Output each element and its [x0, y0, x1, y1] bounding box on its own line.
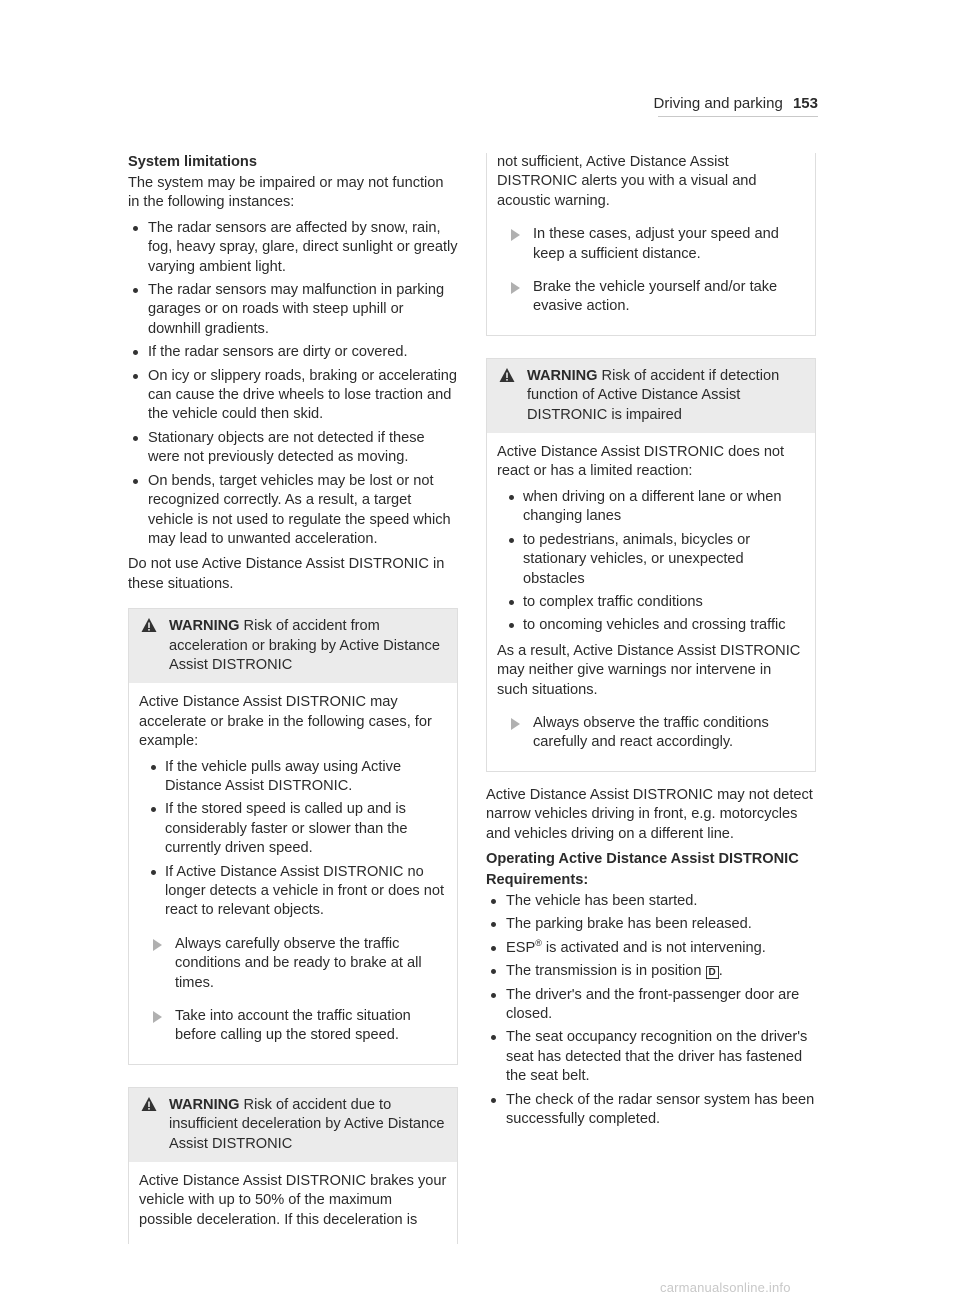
header-rule	[658, 116, 818, 117]
period: .	[718, 963, 723, 980]
page-number: 153	[792, 95, 818, 112]
list-item: The radar sensors are affected by snow, rain, fog, heavy spray, glare, direct sunlight or greatly varying ambient light.	[128, 219, 458, 277]
esp-text: ESP	[506, 939, 536, 956]
requirements-list	[486, 892, 816, 1129]
warning-list	[497, 488, 805, 636]
list-item: On bends, target vehicles may be lost or not recognized correctly. As a result, a target vehicle is not used to regulate the speed which may lead to unwanted acceleration.	[128, 472, 458, 550]
step-text: Take into account the traffic situation before calling up the stored speed.	[175, 1008, 411, 1044]
arrow-right-icon	[511, 229, 520, 241]
step-text: In these cases, adjust your speed and keep a sufficient distance.	[533, 226, 779, 262]
warning-body	[129, 1162, 457, 1244]
system-limitations-heading: System limitations	[128, 154, 257, 170]
transmission-text: The transmission is in position	[506, 963, 706, 980]
warning-label: WARNING	[169, 1096, 240, 1113]
section-title: Driving and parking	[653, 95, 783, 112]
arrow-right-icon	[511, 718, 520, 730]
operating-heading: Operating Active Distance Assist DISTRONIC	[486, 850, 799, 867]
step-text: Always carefully observe the traffic conditions and be ready to brake at all times.	[175, 935, 422, 991]
instruction-step	[497, 714, 805, 753]
warning-box-deceleration	[128, 1087, 458, 1244]
list-item	[486, 939, 816, 958]
warning-body	[487, 433, 815, 771]
warning-triangle-icon	[141, 1096, 157, 1112]
warning-triangle-icon	[499, 367, 515, 383]
list-item: If the radar sensors are dirty or covered.	[128, 343, 458, 362]
instruction-step	[139, 1007, 447, 1046]
list-item: If the stored speed is called up and is considerably faster or slower than the currently driven speed.	[139, 800, 447, 858]
warning-list	[139, 758, 447, 921]
instruction-step	[497, 278, 805, 317]
warning-body	[129, 683, 457, 1064]
warning-label: WARNING	[169, 618, 240, 635]
arrow-right-icon	[153, 1011, 162, 1023]
warning-title: Risk of accident from acceleration or braking by Active Distance Assist DISTRONIC	[169, 618, 440, 673]
list-item	[486, 962, 816, 981]
page-header	[654, 94, 818, 113]
limitations-list	[128, 219, 458, 550]
limitations-closing: Do not use Active Distance Assist DISTRONIC in these situations.	[128, 556, 445, 592]
arrow-right-icon	[511, 282, 520, 294]
list-item: when driving on a different lane or when changing lanes	[497, 488, 805, 527]
limitations-intro: The system may be impaired or may not function in the following instances:	[128, 175, 444, 211]
list-item: If the vehicle pulls away using Active Distance Assist DISTRONIC.	[139, 758, 447, 797]
warning-text: not sufficient, Active Distance Assist DISTRONIC alerts you with a visual and acoustic warning.	[497, 154, 757, 209]
list-item: to oncoming vehicles and crossing traffic	[497, 616, 805, 635]
warning-title: Risk of accident if detection function of Active Distance Assist DISTRONIC is impaired	[527, 367, 780, 423]
step-text: Brake the vehicle yourself and/or take evasive action.	[533, 279, 778, 315]
instruction-step	[497, 225, 805, 264]
list-item: If Active Distance Assist DISTRONIC no longer detects a vehicle in front or does not react to relevant objects.	[139, 863, 447, 921]
warning-header	[487, 359, 815, 433]
list-item: The vehicle has been started.	[486, 892, 816, 911]
warning-intro: Active Distance Assist DISTRONIC does not react or has a limited reaction:	[497, 444, 785, 480]
warning-continuation	[486, 153, 816, 336]
warning-after: As a result, Active Distance Assist DISTRONIC may neither give warnings nor intervene in such situations.	[497, 642, 801, 698]
warning-intro: Active Distance Assist DISTRONIC may accelerate or brake in the following cases, for example:	[139, 694, 432, 750]
list-item: to complex traffic conditions	[497, 593, 805, 612]
instruction-step	[139, 935, 447, 993]
gear-d-icon: D	[706, 966, 719, 979]
warning-box-detection	[486, 358, 816, 772]
watermark-text: carmanualsonline.info	[660, 1280, 791, 1295]
list-item: Stationary objects are not detected if these were not previously detected as moving.	[128, 429, 458, 468]
warning-label: WARNING	[527, 367, 598, 384]
list-item: On icy or slippery roads, braking or accelerating can cause the drive wheels to lose traction and the vehicle could then skid.	[128, 367, 458, 425]
arrow-right-icon	[153, 939, 162, 951]
list-item: to pedestrians, animals, bicycles or stationary vehicles, or unexpected obstacles	[497, 531, 805, 589]
left-column	[128, 153, 458, 1258]
warning-triangle-icon	[141, 617, 157, 633]
warning-header	[129, 609, 457, 683]
list-item: The radar sensors may malfunction in parking garages or on roads with steep uphill or downhill gradients.	[128, 281, 458, 339]
warning-box-acceleration	[128, 608, 458, 1065]
warning-header	[129, 1088, 457, 1162]
esp-status-text: is activated and is not intervening.	[541, 939, 766, 956]
requirements-heading: Requirements:	[486, 871, 589, 888]
warning-title: Risk of accident due to insufficient deceleration by Active Distance Assist DISTRONIC	[169, 1096, 445, 1152]
list-item: The seat occupancy recognition on the driver's seat has detected that the driver has fastened the seat belt.	[486, 1028, 816, 1086]
list-item: The parking brake has been released.	[486, 915, 816, 934]
warning-text: Active Distance Assist DISTRONIC brakes your vehicle with up to 50% of the maximum possible deceleration. If this deceleration is	[139, 1173, 447, 1228]
step-text: Always observe the traffic conditions carefully and react accordingly.	[533, 714, 769, 751]
right-column	[486, 153, 816, 1135]
list-item: The check of the radar sensor system has been successfully completed.	[486, 1091, 816, 1130]
registered-mark: ®	[535, 937, 542, 948]
list-item: The driver's and the front-passenger door are closed.	[486, 986, 816, 1025]
narrow-vehicles-paragraph: Active Distance Assist DISTRONIC may not detect narrow vehicles driving in front, e.g. motorcycles and vehicles driving on a different line.	[486, 786, 813, 842]
